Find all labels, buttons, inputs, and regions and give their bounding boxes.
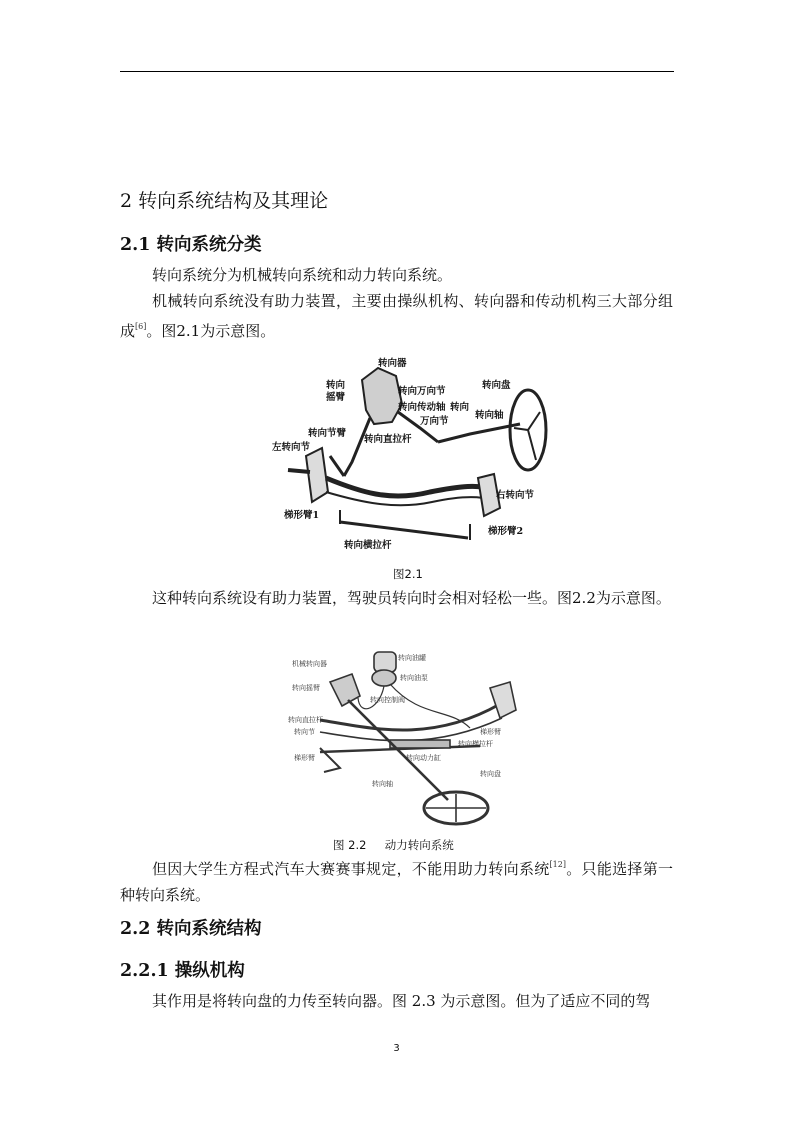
label-trapezoid-arm-2: 梯形臂2: [488, 526, 524, 537]
oil-pump-shape: [372, 670, 396, 686]
oil-reservoir-shape: [374, 652, 396, 672]
drag-link-shape: [330, 456, 344, 476]
label-steering-shaft: 转向轴: [475, 410, 504, 421]
label-steering-shaft-2: 转向轴: [372, 780, 393, 788]
label-steering-gear: 转向器: [378, 358, 407, 369]
label-ujoint-a: 转向: [450, 402, 470, 413]
steering-gear-shape: [362, 368, 402, 424]
label-steering-wheel: 转向盘: [482, 380, 511, 391]
label-right-knuckle: 右转向节: [496, 490, 535, 501]
left-knuckle-shape: [306, 448, 328, 502]
label-left-knuckle: 左转向节: [272, 442, 311, 453]
label-control-valve: 转向控制阀: [370, 696, 405, 704]
paragraph-power-steering: 这种转向系统设有助力装置，驾驶员转向时会相对轻松一些。图2.2为示意图。: [152, 589, 671, 607]
label-mech-gear: 机械转向器: [292, 660, 327, 668]
label-steering-wheel-2: 转向盘: [480, 770, 501, 778]
axle-beam-shape: [326, 478, 492, 496]
label-trapezoid-arm-right: 梯形臂: [480, 728, 501, 736]
paragraph-text: 。图2.1为示意图。: [146, 322, 276, 340]
paragraph-competition-rule: [120, 852, 673, 908]
label-drag-link-2: 转向直拉杆: [288, 716, 323, 724]
power-steering-gear-shape: [330, 674, 360, 706]
section-heading-2-2: 2.2 转向系统结构: [120, 919, 262, 939]
label-drop-arm-a: 转向: [326, 380, 346, 391]
citation-ref: [12]: [549, 860, 566, 869]
paragraph-mechanical-steering: [120, 288, 673, 344]
label-oil-pump: 转向油泵: [400, 674, 428, 682]
label-oil-tank: 转向油罐: [398, 654, 426, 662]
paragraph-text: 。只能选择第一种转向系统。: [120, 860, 673, 904]
section-heading-2-2-1: 2.2.1 操纵机构: [120, 961, 245, 981]
figure-2-2-caption: 图 2.2 动力转向系统: [333, 838, 454, 852]
label-ujoint-b: 万向节: [420, 416, 449, 427]
label-trapezoid-arm-1: 梯形臂1: [284, 510, 320, 521]
label-drag-link: 转向直拉杆: [364, 434, 412, 445]
paragraph-classification: 转向系统分为机械转向系统和动力转向系统。: [152, 266, 453, 284]
paragraph-text: 机械转向系统没有助力装置，主要由操纵机构、转向器和传动机构三大部分组成: [120, 292, 673, 340]
label-steering-ujoint: 转向万向节: [398, 386, 446, 397]
label-transmission-shaft: 转向传动轴: [398, 402, 446, 413]
section-heading-2-1: 2.1 转向系统分类: [120, 235, 262, 255]
label-knuckle-arm: 转向节臂: [308, 428, 347, 439]
chapter-title: 2 转向系统结构及其理论: [120, 190, 329, 212]
label-drop-arm-b: 摇臂: [326, 392, 346, 403]
label-drop-arm: 转向摇臂: [292, 684, 320, 692]
drop-arm-shape: [344, 418, 370, 476]
figure-mechanical-steering: [270, 352, 560, 557]
steering-shaft-shape: [438, 424, 520, 442]
page-number: 3: [393, 1043, 400, 1054]
citation-ref: [6]: [135, 322, 147, 331]
label-tie-rod-2: 转向横拉杆: [458, 740, 493, 748]
label-power-cylinder: 转向动力缸: [406, 754, 441, 762]
label-trapezoid-arm-left: 梯形臂: [294, 754, 315, 762]
label-knuckle: 转向节: [294, 728, 315, 736]
header-rule: [120, 71, 674, 72]
paragraph-control-mechanism: 其作用是将转向盘的力传至转向器。图 2.3 为示意图。但为了适应不同的驾: [152, 992, 651, 1010]
figure-power-steering: [280, 648, 530, 830]
figure-2-1-caption: 图2.1: [393, 567, 423, 581]
power-cylinder-shape: [390, 740, 450, 748]
power-axle-shape: [320, 704, 500, 730]
label-tie-rod: 转向横拉杆: [344, 540, 392, 551]
tie-rod-shape: [340, 522, 468, 538]
paragraph-text: 但因大学生方程式汽车大赛赛事规定，不能用助力转向系统: [152, 860, 550, 878]
